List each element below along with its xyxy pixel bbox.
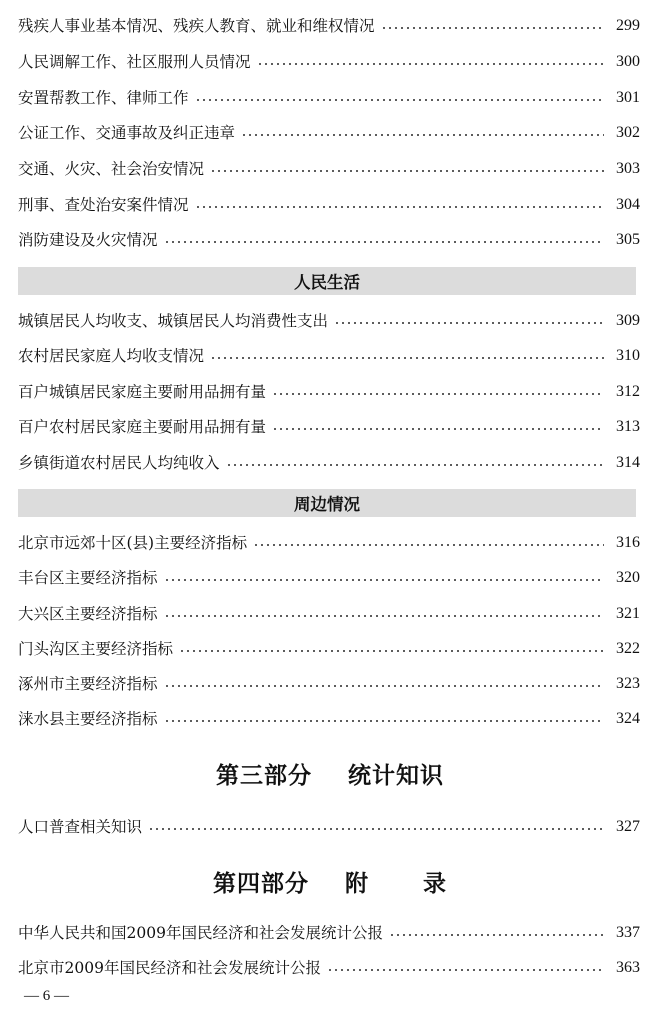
leader-dots xyxy=(164,720,604,722)
toc-entry-page: 313 xyxy=(616,418,640,435)
leader-dots xyxy=(210,357,604,359)
toc-entry-page: 324 xyxy=(616,710,640,727)
toc-entry-title: 交通、火灾、社会治安情况 xyxy=(18,160,205,178)
toc-entry[interactable] xyxy=(18,450,640,476)
toc-entry-page: 299 xyxy=(616,17,640,34)
toc-entry-title: 涿州市主要经济指标 xyxy=(18,675,158,693)
toc-entry-page: 302 xyxy=(616,124,640,141)
toc-entry-title: 人民调解工作、社区服刑人员情况 xyxy=(18,53,251,71)
toc-entry-page: 323 xyxy=(616,675,640,692)
leader-dots xyxy=(195,99,604,101)
toc-entry[interactable] xyxy=(18,920,640,946)
toc-entry[interactable] xyxy=(18,49,640,75)
leader-dots xyxy=(334,322,604,324)
toc-entry-title: 刑事、查处治安案件情况 xyxy=(18,196,189,214)
leader-dots xyxy=(179,650,604,652)
toc-entry-page: 304 xyxy=(616,196,640,213)
part-four-heading: 第四部分 附 录 xyxy=(212,871,448,897)
footer-page-number: — 6 — xyxy=(24,988,69,1004)
toc-entry-title: 百户农村居民家庭主要耐用品拥有量 xyxy=(18,418,267,436)
leader-dots xyxy=(226,464,604,466)
toc-entry-page: 314 xyxy=(616,454,640,471)
toc-entry-page: 300 xyxy=(616,53,640,70)
toc-entry-title: 城镇居民人均收支、城镇居民人均消费性支出 xyxy=(18,312,329,330)
toc-entry[interactable] xyxy=(18,671,640,697)
toc-entry[interactable] xyxy=(18,814,640,840)
toc-entry-title: 乡镇街道农村居民人均纯收入 xyxy=(18,454,220,472)
toc-entry-page: 316 xyxy=(616,534,640,551)
toc-entry[interactable] xyxy=(18,565,640,591)
toc-entry[interactable] xyxy=(18,955,640,981)
section-heading-surroundings: 周边情况 xyxy=(18,489,636,517)
toc-entry-page: 301 xyxy=(616,89,640,106)
toc-entry[interactable] xyxy=(18,343,640,369)
leader-dots xyxy=(272,428,604,430)
leader-dots xyxy=(164,685,604,687)
leader-dots xyxy=(164,615,604,617)
toc-entry-page: 310 xyxy=(616,347,640,364)
leader-dots xyxy=(389,934,604,936)
toc-entry-title: 残疾人事业基本情况、残疾人教育、就业和维权情况 xyxy=(18,17,375,35)
toc-entry[interactable] xyxy=(18,13,640,39)
toc-entry[interactable] xyxy=(18,227,640,253)
toc-entry[interactable] xyxy=(18,601,640,627)
toc-entry[interactable] xyxy=(18,636,640,662)
leader-dots xyxy=(164,579,604,581)
part-three-heading: 第三部分 统计知识 xyxy=(215,763,445,789)
toc-entry[interactable] xyxy=(18,120,640,146)
toc-entry-page: 305 xyxy=(616,231,640,248)
toc-entry[interactable] xyxy=(18,379,640,405)
toc-entry[interactable] xyxy=(18,192,640,218)
leader-dots xyxy=(164,241,604,243)
section-heading-people-life: 人民生活 xyxy=(18,267,636,295)
toc-entry-title: 安置帮教工作、律师工作 xyxy=(18,89,189,107)
toc-entry-title: 消防建设及火灾情况 xyxy=(18,231,158,249)
leader-dots xyxy=(381,27,604,29)
toc-entry-title: 丰台区主要经济指标 xyxy=(18,569,158,587)
toc-entry-page: 321 xyxy=(616,605,640,622)
toc-entry-page: 322 xyxy=(616,640,640,657)
leader-dots xyxy=(195,206,604,208)
toc-entry-page: 320 xyxy=(616,569,640,586)
toc-entry-title: 农村居民家庭人均收支情况 xyxy=(18,347,205,365)
toc-entry-title: 北京市远郊十区(县)主要经济指标 xyxy=(18,534,248,552)
leader-dots xyxy=(272,393,604,395)
toc-entry-title: 公证工作、交通事故及纠正违章 xyxy=(18,124,236,142)
leader-dots xyxy=(257,63,604,65)
toc-entry[interactable] xyxy=(18,156,640,182)
toc-entry-title: 百户城镇居民家庭主要耐用品拥有量 xyxy=(18,383,267,401)
toc-entry-title: 大兴区主要经济指标 xyxy=(18,605,158,623)
leader-dots xyxy=(253,544,604,546)
toc-entry-page: 312 xyxy=(616,383,640,400)
toc-entry-title: 人口普查相关知识 xyxy=(18,818,143,836)
leader-dots xyxy=(210,170,604,172)
toc-entry[interactable] xyxy=(18,85,640,111)
toc-entry-title: 北京市2009年国民经济和社会发展统计公报 xyxy=(18,959,321,977)
toc-entry[interactable] xyxy=(18,308,640,334)
toc-entry-page: 337 xyxy=(616,924,640,941)
toc-entry-title: 涞水县主要经济指标 xyxy=(18,710,158,728)
toc-entry-title: 中华人民共和国2009年国民经济和社会发展统计公报 xyxy=(18,924,383,942)
toc-entry-title: 门头沟区主要经济指标 xyxy=(18,640,174,658)
toc-entry-page: 363 xyxy=(616,959,640,976)
toc-entry-page: 327 xyxy=(616,818,640,835)
toc-entry[interactable] xyxy=(18,706,640,732)
leader-dots xyxy=(327,969,604,971)
toc-entry-page: 309 xyxy=(616,312,640,329)
toc-entry[interactable] xyxy=(18,530,640,556)
toc-entry[interactable] xyxy=(18,414,640,440)
leader-dots xyxy=(148,828,604,830)
toc-entry-page: 303 xyxy=(616,160,640,177)
leader-dots xyxy=(241,134,604,136)
